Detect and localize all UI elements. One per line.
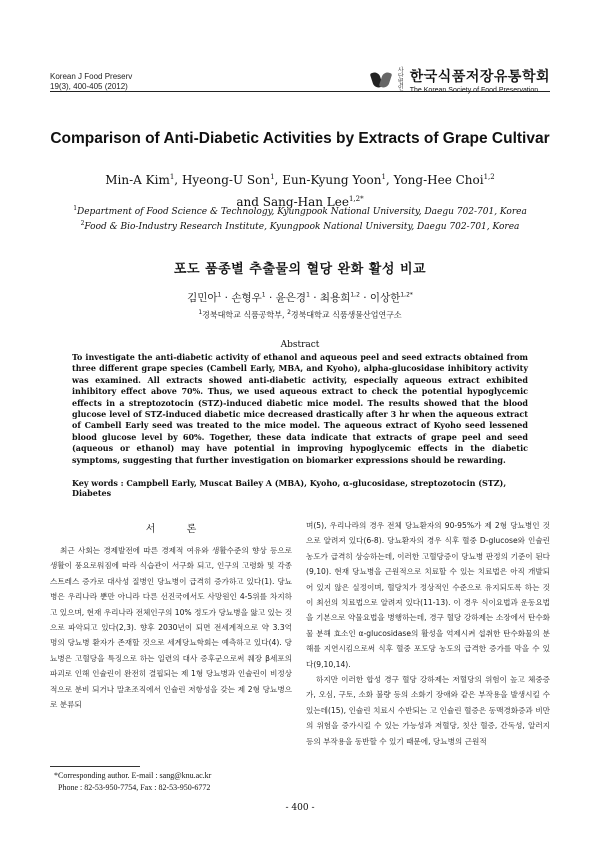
- body-paragraph: 며(5), 우리나라의 경우 전체 당뇨환자의 90-95%가 제 2형 당뇨병인 것으로 알려져 있다(6-8). 당뇨환자의 경우 식후 혈중 D-glucose와 인슐린 농도가 급격히 상승하는데, 이러한 고혈당증이 당뇨병 판정의 기준이 된다(9,10). 현재 당뇨병을 근원적으로 치료할 수 있는 치료법은 아직 개발되어 있지 않은 실정이며, 혈당치가 정상적인 수준으로 유지되도록 하는 것이 최선의 치료법으로 알려져 있다(11-13). 이 경우 식이요법과 운동요법을 기본으로 약물요법을 병행하는데, 경구 혈당 강하제는 소장에서 탄수화물 분해 효소인 α-glucosidase의 활성을 억제시켜 섭취한 탄수화물의 분해를 지연시킴으로써 식후 혈중 포도당 농도의 급격한 증가를 막을 수 있다(9,10,14).: [306, 521, 550, 669]
- body-paragraph: 최근 사회는 경제발전에 따른 경제적 여유와 생활수준의 향상 등으로 생활이 풍요로워짐에 따라 식습관이 서구화 되고, 인구의 고령화 및 각종 스트레스 증가로 대사성 질병인 당뇨병이 급격히 증가하고 있다(1). 당뇨병은 우리나라 뿐만 아니라 다른 선진국에서도 사망원인 4-5위를 차지하고 있으며, 현재 우리나라 전체인구의 10% 정도가 당뇨병을 앓고 있는 것으로 파악되고 있다(2,3). 향후 2030년이 되면 전세계적으로 약 3.3억 명의 당뇨병 환자가 존재할 것으로 세계당뇨학회는 예측하고 있다(4). 당뇨병은 고혈당을 특징으로 하는 일련의 대사 증후군으로써 췌장 β세포의 파괴로 인해 인슐린이 완전히 결핍되는 제 1형 당뇨병과 인슐린이 비정상적으로 분비 되거나 말초조직에서 인슐린 저항성을 갖는 제 2형 당뇨병으로 분류되: [50, 546, 292, 710]
- page-number: - 400 -: [285, 803, 315, 813]
- korean-affiliation: [40, 309, 560, 321]
- left-column: [50, 520, 292, 712]
- korean-author: 손형우: [231, 292, 262, 304]
- journal-citation: [50, 72, 132, 92]
- author-name: Min-A Kim: [105, 173, 170, 187]
- author-name: Eun-Kyung Yoon: [282, 173, 382, 187]
- society-name-korean: 한국식품저장유통학회: [409, 69, 550, 85]
- korean-author-sup: 1: [217, 291, 222, 299]
- body-paragraph: 하지만 이러한 합성 경구 혈당 강하제는 저혈당의 위험이 높고 체중증가, 오심, 구토, 소화 불량 등의 소화기 장애와 같은 부작용을 발생시킬 수 있는데(15), 인슐린 치료시 수반되는 고 인슐린 혈증은 동맥경화증과 비만의 위험을 증가시킬 수 있는 가능성과 저혈당, 칫산 혈증, 간독성, 알러지 등의 부작용을 동반할 수 있기 때문에, 당뇨병의 근원적: [306, 675, 550, 746]
- affiliation: Food & Bio-Industry Research Institute, Kyungpook National University, Daegu 702-701, Korea: [84, 222, 520, 232]
- korean-author-sup: 1,2*: [400, 291, 413, 299]
- korean-author-list: 김민아$^1$ · 손형우$^1$ · 윤은경$^1$ · 최용희$^{1,2}$ · 이상한$^{1,2*}$: [187, 291, 413, 304]
- author-name: Yong-Hee Choi: [393, 173, 484, 187]
- right-column: [306, 518, 550, 749]
- korean-author: 윤은경: [275, 292, 307, 304]
- korean-affil: 경북대학교 식품공학부,: [202, 310, 285, 320]
- footnote: [54, 770, 211, 794]
- author-and: and: [236, 195, 259, 209]
- affiliation-sup: 2: [80, 220, 85, 227]
- author-sup: 1,2*: [348, 195, 364, 203]
- section-heading: 서 론: [145, 524, 211, 535]
- affiliation-sup: 1: [73, 205, 78, 212]
- affiliation: Department of Food Science & Technology, Kyungpook National University, Daegu 702-701, Korea: [77, 207, 527, 217]
- paper-title: Comparison of Anti-Diabetic Activities by Extracts of Grape Cultivar: [50, 130, 550, 147]
- author-list: Min-A Kim$^1$, Hyeong-U Son$^1$, Eun-Kyung Yoon$^1$, Yong-Hee Choi$^{1,2}$ and Sang-Han Lee$^{1,2*}$: [105, 173, 495, 209]
- korean-author: 최용희: [319, 292, 351, 304]
- author-name: Hyeong-U Son: [181, 173, 271, 187]
- society-name-english: The Korean Society of Food Preservation: [409, 87, 539, 94]
- author-sup: 1: [381, 173, 386, 181]
- korean-affil-sup: 1: [198, 309, 203, 316]
- author-sup: 1,2: [483, 173, 495, 181]
- footnote-rule: [50, 766, 140, 767]
- abstract-text: To investigate the anti-diabetic activity of ethanol and aqueous peel and seed extracts obtained from three different grape species (Cambell Early, MBA, and Kyoho), alpha-glucosidase inhibitory activity was examined. All extracts showed anti-diabetic activity, especially aqueous extract exhibited inhibitory effect above 70%. Thus, we used aqueous extract to check the potential hypoglycemic effects in a streptozotocin (STZ)-induced diabetic mice model. The results showed that the blood glucose level of STZ-induced diabetic mice decreased drastically after 3 hr when the aqueous extract of Cambell Early seed was treated to the mice model. The aqueous extract of Kyoho seed lessened blood glucose level by 60%. Together, these data indicate that extracts of grape peel and seed (aqueous or ethanol) may have potential in improving hypoglycemic effects in the diabetic symptoms, suggesting that further investigation on biomarker expressions should be rewarding.: [72, 352, 528, 465]
- korean-author-sup: 1: [261, 291, 266, 299]
- author-sup: 1: [169, 173, 175, 181]
- author-name: Sang-Han Lee: [262, 195, 349, 209]
- footnote-email: *Corresponding author. E-mail : sang@knu.ac.kr: [54, 771, 212, 780]
- keywords-label: Key words :: [72, 478, 124, 488]
- header-rule: [50, 91, 550, 92]
- journal-name: Korean J Food Preserv: [50, 72, 133, 81]
- society-logo: [370, 66, 550, 94]
- author-sup: 1: [270, 173, 275, 181]
- footnote-phone: Phone : 82-53-950-7754, Fax : 82-53-950-6772: [58, 783, 211, 792]
- abstract-heading: Abstract: [280, 340, 320, 350]
- korean-affil: 경북대학교 식품생물산업연구소: [290, 310, 402, 320]
- society-tag: 사단법인: [397, 68, 404, 92]
- korean-author-sup: 1,2: [350, 291, 360, 299]
- korean-author: 김민아: [187, 292, 218, 304]
- affiliation-list: [40, 203, 560, 233]
- journal-volume: 19(3), 400-405 (2012): [50, 82, 128, 91]
- korean-author: 이상한: [369, 292, 401, 304]
- korean-author-sup: 1: [306, 291, 310, 299]
- society-emblem-icon: [370, 69, 392, 91]
- keywords: [72, 478, 528, 498]
- keywords-text: Campbell Early, Muscat Bailey A (MBA), Kyoho, α-glucosidase, streptozotocin (STZ), Diabetes: [72, 478, 507, 498]
- korean-affil-sup: 2: [287, 309, 291, 316]
- korean-title: 포도 품종별 추출물의 혈당 완화 활성 비교: [173, 262, 427, 277]
